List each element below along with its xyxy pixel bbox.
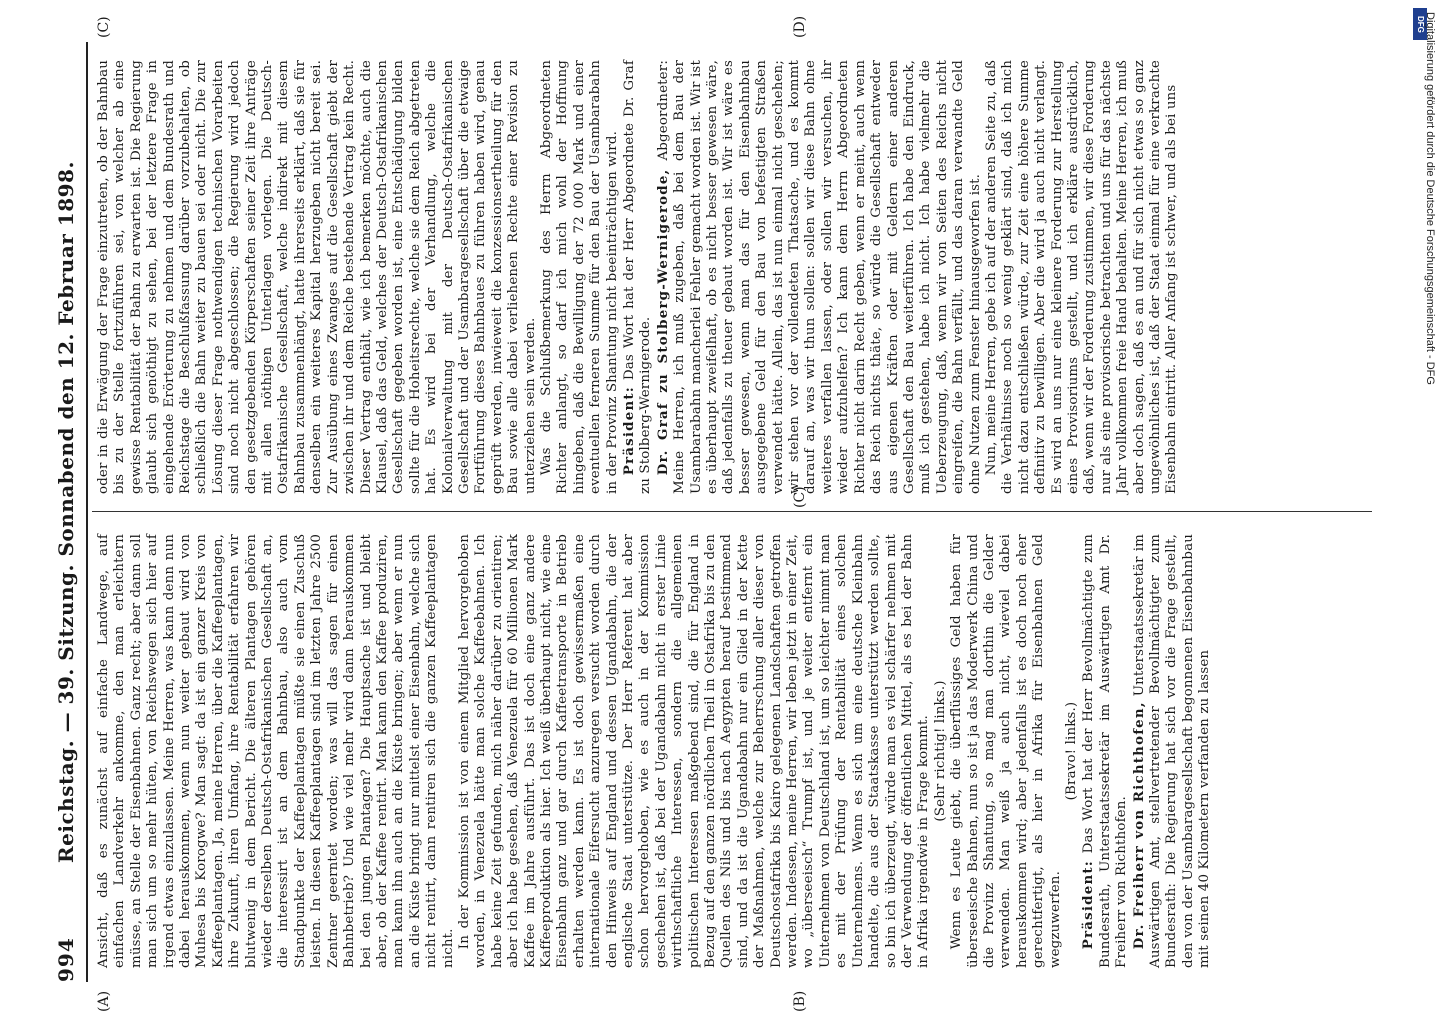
left-text-column bbox=[96, 534, 1214, 968]
speaker-label: Dr. Graf zu Stolberg-Wernigerode, bbox=[654, 168, 671, 476]
page-header-title: Reichstag. — 39. Sitzung. Sonnabend den 12. Februar 1898. bbox=[54, 161, 78, 863]
margin-mark-d-right: (D) bbox=[792, 15, 808, 38]
president-statement bbox=[1080, 534, 1130, 968]
margin-mark-c-right: (C) bbox=[96, 16, 112, 38]
paragraph: Nun, meine Herren, gebe ich auf der anderen Seite zu, daß die Verhältnisse noch so wenig geklärt sind, daß ich mich nicht dazu entschließen würde, zur Zeit eine höhere Summe definitiv zu bewilligen. Aber die wird ja auch nicht verlangt. Es wird an uns nur eine kleinere Forderung zur Herstellung eines Provisoriums gestellt, und ich erkläre ausdrücklich, daß, wenn wir der Forderung zustimmen, wir diese Forderung nur als eine provisorische betrachten und uns für das nächste Jahr vollkommen freie Hand behalten. Meine Herren, ich muß aber doch sagen, daß es an und für sich nicht etwas so ganz ungewöhnliches ist, daß der Staat einmal für eine verkrachte Eisenbahn eintritt. Aller Anfang ist schwer, und als bei uns bbox=[983, 60, 1180, 494]
speech-text: Unterstaatssekretär im Auswärtigen Amt, stellvertretender Bevollmächtigter zum Bundesrath: Die Regierung hat sich vor die Frage gestellt, den von der Usambaragesellschaft begonnenen Eisenbahnbau mit seinen 40 Kilometern verfanden zu lassen bbox=[1131, 534, 1213, 968]
page-number: 994 bbox=[54, 937, 78, 982]
margin-mark-c: (C) bbox=[792, 486, 808, 508]
digitization-credit: Digitalisierung gefördert durch die Deutsche Forschungsgemeinschaft - DFG bbox=[1424, 12, 1436, 385]
interjection: (Bravo! links.) bbox=[1063, 701, 1079, 801]
speaker-label: Dr. Freiherr von Richthofen, bbox=[1130, 701, 1147, 950]
dfg-logo: DFG bbox=[1413, 8, 1427, 40]
president-statement bbox=[621, 60, 655, 494]
statement-text: Das Wort hat der Herr Bevollmächtigte zum Bundesrath, Unterstaatssekretär im Auswärtigen Amt Dr. Freiherr von Richthofen. bbox=[1081, 534, 1130, 968]
speech-text: Abgeordneter: Meine Herren, ich muß zugeben, daß bei dem Bau der Usambarabahn mancherlei Fehler gemacht worden ist. Wir ist es überhaupt zweifelhaft, ob es nicht besser gewesen wäre, daß jedenfalls zu theuer gebaut worden ist. Wir ist wäre es besser gewesen, wenn man das für den Eisenbahnbau ausgegebene Geld für den Bau von befestigten Straßen verwendet hätte. Allein, das ist nun einmal nicht geschehen; wir stehen vor der vollendeten Thatsache, und es kommt darauf an, was wir thun sollen: sollen wir diese Bahn ohne weiteres verfallen lassen, oder sollen wir versuchen, ihr wieder aufzuhelfen? Ich kann dem Herrn Abgeordneten Richter nicht darin Recht geben, wenn er meint, auch wenn das Reich nichts thäte, so würde die Gesellschaft entweder aus eigenen Kräften oder mit Geldern einer anderen Gesellschaft den Bau weiterführen. Ich habe den Eindruck, muß ich gestehen, habe ich nicht. Ich habe vielmehr die Ueberzeugung, daß, wenn wir von Seiten des Reichs nicht eingreifen, die Bahn verfällt, und das daran verwandte Geld ohne Nutzen zum Fenster hinausgeworfen ist. bbox=[655, 60, 983, 494]
paragraph: In der Kommission ist von einem Mitglied hervorgehoben worden, in Venezuela hätte man solche Kaffeebahnen. Ich habe keine Zeit gefunden, mich näher darüber zu orientiren; aber ich habe gesehen, daß Venezuela für 60 Millionen Mark Kaffee im Jahre ausführt. Das ist doch eine ganz andere Kaffeeproduktion als hier. Ich weiß überhaupt nicht, wie eine Eisenbahn ganz und gar durch Kaffeetransporte in Betrieb erhalten werden kann. Es ist doch gewissermaßen eine internationale Eifersucht anzuregen versucht worden durch den Hinweis auf England und dessen Ugandabahn, die der englische Staat unterstütze. Der Herr Referent hat aber schon hervorgehoben, wie es auch in der Kommission geschehen ist, daß bei der Ugandabahn nicht in erster Linie wirthschaftliche Interessen, sondern die allgemeinen politischen Interessen maßgebend sind, die für England in Bezug auf den ganzen nördlichen Theil in Ostafrika bis zu den Quellen des Nils und bis nach Aegypten herauf bestimmend sind, und da ist die Ugandabahn nur ein Glied in der Kette der Maßnahmen, welche zur Beherrschung aller dieser von Deutschostafrika bis Kairo gelegenen Landschaften getroffen werden. Indessen, meine Herren, wir leben jetzt in einer Zeit, wo „überseeisch“ Trumpf ist, und je weiter entfernt ein Unternehmen von Deutschland ist, um so leichter nimmt man es mit der Prüfung der Rentabilität eines solchen Unternehmens. Wenn es sich um eine deutsche Kleinbahn handelte, die aus der Staatskasse unterstützt werden sollte, so bin ich überzeugt, würde man es viel schärfer nehmen mit der Verwendung der öffentlichen Mittel, als es bei der Bahn in Afrika irgendwie in Frage kommt. bbox=[456, 534, 932, 968]
newspaper-page bbox=[48, 15, 1413, 1012]
speaker-label: Präsident: bbox=[1080, 860, 1097, 950]
speaker-label: Präsident: bbox=[621, 386, 637, 476]
paragraph: Ansicht, daß es zunächst auf einfache Landwege, auf einfachen Landverkehr ankomme, den man erleichtern müsse, an Stelle der Eisenbahnen. Ganz recht; aber dann soll man sich um so mehr hüten, von Reichswegen sich hier auf irgend etwas einzulassen. Meine Herren, was kann denn nun dabei herauskommen, wenn nun weiter gebaut wird von Muhesa bis Korogwe? Man sagt: da ist ein ganzer Kreis von Kaffeeplantagen. Ja, meine Herren, über die Kaffeeplantagen, ihre Zukunft, ihren Umfang, ihre Rentabilität erfahren wir blutwenig in dem Bericht. Die älteren Plantagen gehören wieder derselben Deutsch-Ostafrikanischen Gesellschaft an, die interessirt ist an dem Bahnbau, also auch vom Standpunkte der Kaffeeplantagen müßte sie einen Zuschuß leisten. In diesen Kaffeeplantagen sind im letzten Jahre 2500 Zentner geerntet worden; was will das sagen für einen Bahnbetrieb? Und wie viel mehr wird dann herauskommen bei den jungen Plantagen? Die Hauptsache ist und bleibt aber, ob der Kaffee rentirt. Man kann den Kaffee produziren, man kann ihn auch an die Küste bringen; aber wenn er nun an die Küste bringt nur mittelst einer Eisenbahn, welche sich nicht rentirt, dann rentiren sich die ganzen Kaffeeplantagen nicht. bbox=[96, 534, 456, 968]
statement-text: Das Wort hat der Herr Abgeordnete Dr. Graf zu Stolberg-Wernigerode. bbox=[622, 60, 654, 494]
header-rule bbox=[86, 42, 88, 982]
paragraph: oder in die Erwägung der Frage einzutreten, ob der Bahnbau bis zu der Stelle fortzuführen sei, von welcher ab eine gewisse Rentabilität der Bahn zu erwarten ist. Die Regierung glaubt sich genöthigt zu sehen, bei der letztere Frage in eingehende Erörterung zu nehmen und dem Bundesrath und Reichstage die Beschlußfassung darüber vorzubehalten, ob schließlich die Bahn weiter zu bauen sei oder nicht. Die zur Lösung dieser Frage nothwendigen technischen Vorarbeiten sind noch nicht abgeschlossen; die Regierung wird jedoch den gesetzgebenden Körperschaften seiner Zeit ihre Anträge mit allen nöthigen Unterlagen vorlegen. Die Deutsch-Ostafrikanische Gesellschaft, welche indirekt mit diesem Bahnbau zusammenhängt, hatte ihrerseits erklärt, daß sie für denselben ein weiteres Kapital herzugeben nicht bereit sei. Zur Ausübung eines Zwanges auf die Gesellschaft giebt der zwischen ihr und dem Reiche bestehende Vertrag kein Recht. Dieser Vertrag enthält, wie ich bemerken möchte, auch die Klausel, daß das Geld, welches der Deutsch-Ostafrikanischen Gesellschaft gegeben worden ist, eine Entschädigung bilden sollte für die Hoheitsrechte, welche sie dem Reich abgetreten hat. Es wird bei der Verhandlung, welche die Kolonialverwaltung mit der Deutsch-Ostafrikanischen Gesellschaft und der Usambaragesellschaft über die etwaige Fortführung dieses Bahnbaues zu führen haben wird, genau geprüft werden, inwieweit die konzessionsertheilung für den Bau sowie alle dabei verliehenen Rechte einer Revision zu unterziehen sein werden. bbox=[96, 60, 538, 494]
paragraph: Wenn es Leute giebt, die überflüssiges Geld haben für überseeische Bahnen, nun so ist ja das Moderwerk China und die Provinz Shantung, so mag man dorthin die Gelder verwenden. Man weiß ja auch nicht, wieviel dabei herauskommen wird; aber jedenfalls ist es doch noch eher gerechtfertigt, als hier in Afrika für Eisenbahnen Geld wegzuwerfen. bbox=[949, 534, 1063, 968]
right-text-column bbox=[96, 60, 1181, 494]
speech bbox=[655, 60, 984, 494]
column-divider bbox=[92, 511, 1372, 512]
speech bbox=[1131, 534, 1214, 968]
margin-mark-b: (B) bbox=[792, 990, 808, 1012]
margin-mark-a: (A) bbox=[96, 990, 112, 1012]
paragraph: Was die Schlußbemerkung des Herrn Abgeordneten Richter anlangt, so darf ich mich wohl der Hoffnung hingeben, daß die Bewilligung der 72 000 Mark und einer eventuellen ferneren Summe für den Bau der Usambarabahn in der Provinz Shantung nicht beeinträchtigen wird. bbox=[538, 60, 620, 494]
interjection: (Sehr richtig! links.) bbox=[932, 680, 948, 822]
running-head bbox=[48, 42, 82, 982]
